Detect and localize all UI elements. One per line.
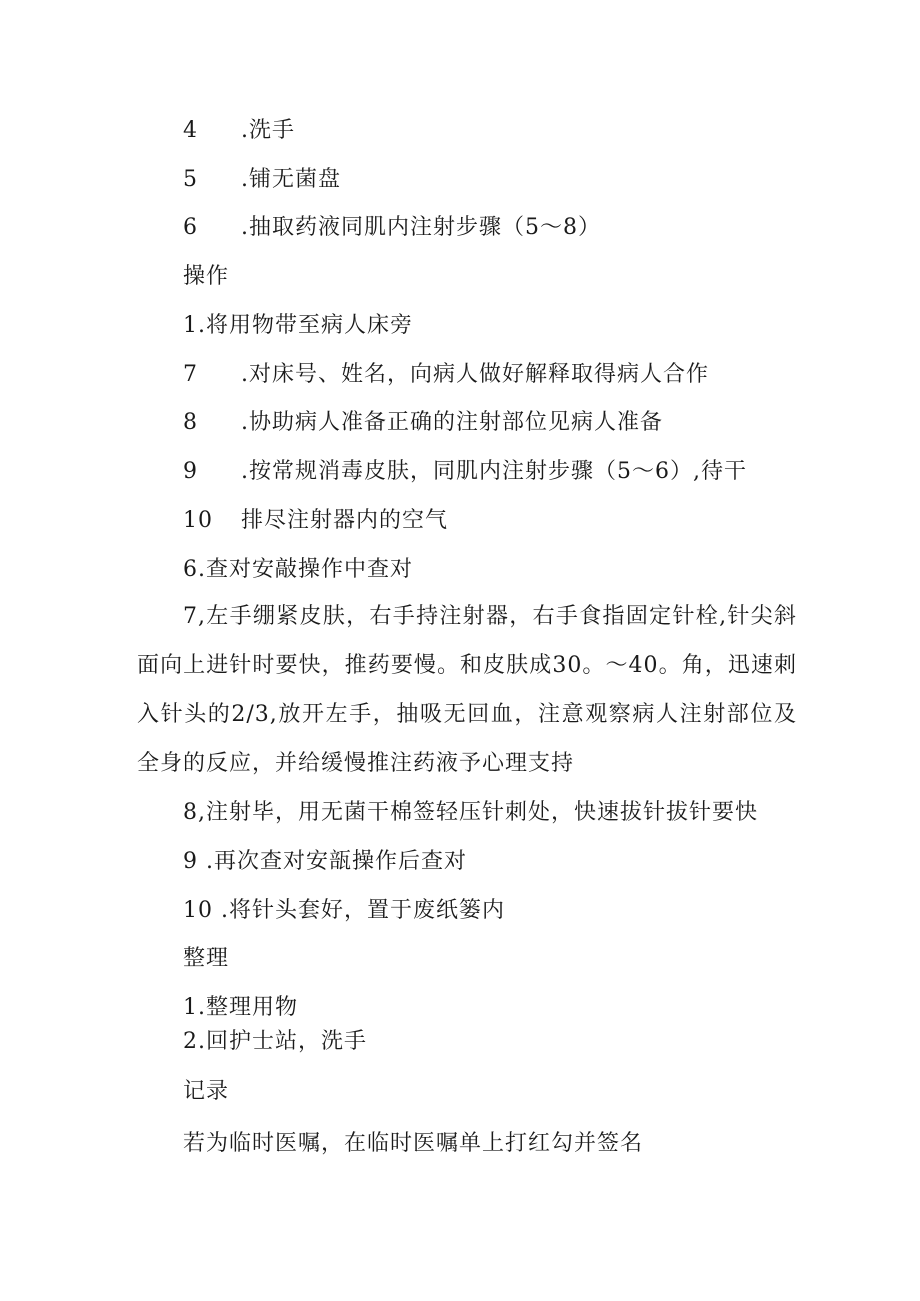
step-text: .协助病人准备正确的注射部位见病人准备 bbox=[241, 410, 663, 435]
operation-step-7-paragraph: 7,左手绷紧皮肤，右手持注射器，右手食指固定针栓,针尖斜面向上进针时要快，推药要慢。和皮肤成30。～40。角，迅速刺入针头的2/3,放开左手，抽吸无回血，注意观察病人注射部位及全身的反应，并给缓慢推注药液予心理支持 bbox=[137, 604, 797, 776]
tidy-heading: 整理 bbox=[183, 946, 230, 971]
operation-step-8-line: 8,注射毕，用无菌干棉签轻压针刺处，快速拔针拔针要快 bbox=[183, 800, 758, 825]
step-text: 排尽注射器内的空气 bbox=[241, 508, 449, 533]
operation-heading: 操作 bbox=[183, 264, 230, 289]
operation-step-6: 6.查对安敲操作中查对 bbox=[183, 557, 413, 582]
step-number: 5 bbox=[183, 167, 198, 192]
tidy-step-2: 2.回护士站，洗手 bbox=[183, 1029, 367, 1054]
step-text: .铺无菌盘 bbox=[241, 167, 341, 192]
step-text: .抽取药液同肌内注射步骤（5～8） bbox=[241, 215, 601, 240]
step-number: 7 bbox=[183, 362, 198, 387]
operation-step-10a bbox=[183, 505, 448, 537]
operation-step-7 bbox=[183, 359, 709, 391]
step-text: .按常规消毒皮肤，同肌内注射步骤（5～6）,待干 bbox=[241, 459, 747, 484]
operation-step-1: 1.将用物带至病人床旁 bbox=[183, 313, 413, 338]
tidy-step-1: 1.整理用物 bbox=[183, 995, 298, 1020]
prep-step-6 bbox=[183, 212, 601, 244]
step-number: 6 bbox=[183, 215, 198, 240]
operation-step-9-line: 9 .再次查对安瓿操作后查对 bbox=[183, 849, 467, 874]
prep-step-4 bbox=[183, 115, 295, 147]
prep-step-5 bbox=[183, 164, 341, 196]
step-number: 8 bbox=[183, 410, 198, 435]
record-heading: 记录 bbox=[183, 1079, 230, 1104]
step-text: .对床号、姓名，向病人做好解释取得病人合作 bbox=[241, 362, 709, 387]
step-text: .洗手 bbox=[241, 118, 295, 143]
step-number: 10 bbox=[183, 508, 213, 533]
record-text: 若为临时医嘱，在临时医嘱单上打红勾并签名 bbox=[183, 1131, 644, 1156]
step-number: 9 bbox=[183, 459, 198, 484]
operation-step-10-line: 10 .将针头套好，置于废纸篓内 bbox=[183, 898, 505, 923]
step-number: 4 bbox=[183, 118, 198, 143]
operation-step-8 bbox=[183, 407, 663, 439]
operation-step-9 bbox=[183, 456, 747, 488]
